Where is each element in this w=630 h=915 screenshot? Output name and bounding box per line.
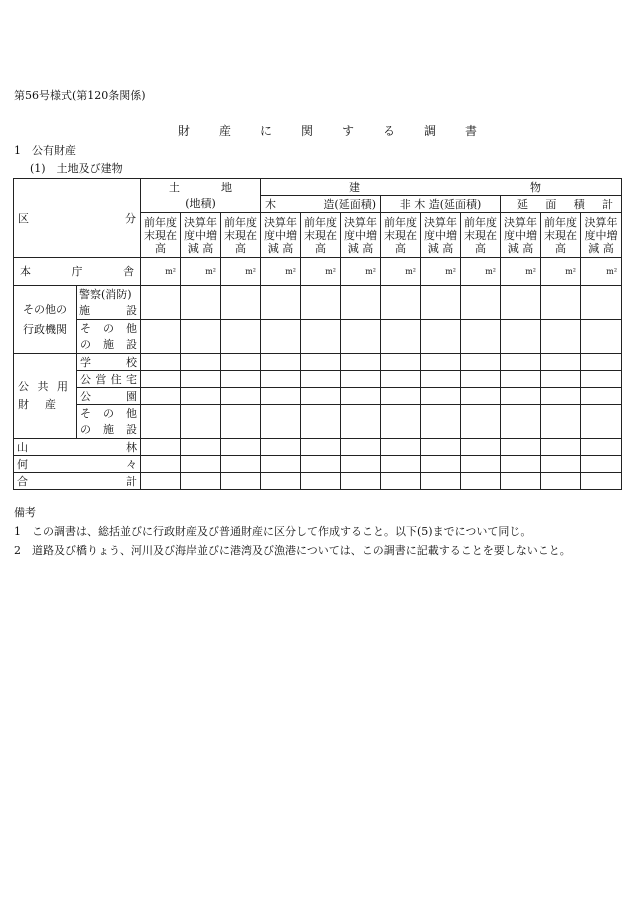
row-group-public-use <box>14 354 77 439</box>
nanni-char-1: 何 <box>17 457 28 471</box>
notes-section <box>14 503 571 560</box>
housing-char-1: 公 <box>80 372 91 386</box>
total-char-2: 計 <box>126 474 137 488</box>
col-land-prev2-l3: 高 <box>235 241 246 255</box>
land-char-2: 地 <box>221 180 233 194</box>
pub-other-a-2: の <box>103 406 114 420</box>
col-land-change-l2: 度中増 <box>184 228 217 242</box>
housing-char-4: 宅 <box>125 372 137 386</box>
header-ku: 区 <box>18 211 29 225</box>
col-wood-change-2 <box>341 213 381 258</box>
col-nonwood-prev <box>381 213 421 258</box>
table-row <box>14 388 622 405</box>
col-wood-change2-l1: 決算年 <box>344 215 378 229</box>
row-label-park <box>77 388 141 405</box>
col-total-change2-l2: 度中増 <box>584 228 618 242</box>
table-row <box>14 354 622 371</box>
honcho-char-2: 庁 <box>71 265 83 278</box>
notes-heading: 備考 <box>14 506 36 519</box>
other-fac-b-3: 設 <box>126 337 137 351</box>
row-label-nanni <box>14 456 141 473</box>
unit-cell: m² <box>421 258 461 286</box>
table-row <box>14 439 622 456</box>
table-row <box>14 258 622 286</box>
col-total-change-l1: 決算年 <box>504 215 538 229</box>
other-fac-a-1: そ <box>80 321 91 335</box>
row-group-other-admin <box>14 286 77 354</box>
col-nonwood-prev2-l2: 末現在 <box>464 228 498 242</box>
nonwooden-area: (延面積) <box>439 197 482 211</box>
col-wood-prev <box>301 213 341 258</box>
col-wood-change-l3: 減 高 <box>267 241 294 255</box>
total-area-char-4: 計 <box>602 197 614 211</box>
public-use-a-1: 公 <box>18 380 29 393</box>
pub-other-b-2: 施 <box>103 422 114 436</box>
pub-other-a-1: そ <box>80 406 91 420</box>
col-wood-prev-l1: 前年度 <box>304 215 338 229</box>
col-total-change <box>501 213 541 258</box>
honcho-char-3: 舎 <box>123 265 134 278</box>
col-land-prev2-l1: 前年度 <box>224 215 257 229</box>
unit-cell: m² <box>381 258 421 286</box>
land-header <box>141 179 261 196</box>
note-1: 1 この調書は、総括並びに行政財産及び普通財産に区分して作成すること。以下(5)までについて同じ。 <box>14 525 532 538</box>
row-label-other-facility <box>77 320 141 354</box>
row-label-public-housing <box>77 371 141 388</box>
building-char-1: 建 <box>349 180 361 194</box>
col-nonwood-change <box>421 213 461 258</box>
unit-cell: m² <box>461 258 501 286</box>
col-total-change-2 <box>581 213 622 258</box>
header-bun: 分 <box>125 211 136 225</box>
unit-cell: m² <box>541 258 581 286</box>
total-area-header <box>501 196 622 213</box>
col-total-change-l2: 度中増 <box>504 228 538 242</box>
housing-char-2: 営 <box>95 372 107 386</box>
col-nonwood-prev-l3: 高 <box>395 241 407 255</box>
col-total-prev-l2: 末現在 <box>544 228 578 242</box>
police-label: 警察(消防) <box>79 287 132 301</box>
school-char-2: 校 <box>126 355 137 369</box>
pub-other-b-3: 設 <box>126 422 137 436</box>
wooden-area: 造(延面積) <box>323 197 377 211</box>
forest-char-2: 林 <box>126 440 137 454</box>
unit-cell: m² <box>501 258 541 286</box>
table-row <box>14 371 622 388</box>
unit-cell: m² <box>341 258 381 286</box>
building-char-2: 物 <box>530 180 542 194</box>
col-total-change2-l3: 減 高 <box>588 241 614 255</box>
document-title: 財産に関する調書 <box>178 124 507 138</box>
row-label-police <box>77 286 141 320</box>
total-area-char-3: 積 <box>573 197 585 211</box>
col-land-prev-l1: 前年度 <box>144 215 177 229</box>
section-heading: 1 公有財産 <box>14 144 76 157</box>
col-land-prev-2 <box>221 213 261 258</box>
col-nonwood-prev2-l3: 高 <box>475 241 487 255</box>
col-wood-change-l1: 決算年 <box>264 215 298 229</box>
table-row <box>14 320 622 354</box>
other-fac-b-1: の <box>80 337 91 351</box>
park-char-2: 園 <box>126 389 137 403</box>
col-land-change-l3: 減 高 <box>187 241 214 255</box>
col-land-prev2-l2: 末現在 <box>224 228 257 242</box>
pub-other-a-3: 他 <box>126 406 137 420</box>
property-table <box>13 178 622 490</box>
table-row <box>14 405 622 439</box>
col-land-prev-l2: 末現在 <box>144 228 177 242</box>
total-area-char-1: 延 <box>517 197 529 211</box>
unit-cell: m² <box>141 258 181 286</box>
building-header <box>261 179 622 196</box>
col-land-change <box>181 213 221 258</box>
row-label-school <box>77 354 141 371</box>
table-row <box>14 286 622 320</box>
col-wood-change <box>261 213 301 258</box>
col-wood-change-l2: 度中増 <box>264 228 298 242</box>
col-nonwood-prev2-l1: 前年度 <box>464 215 498 229</box>
unit-cell: m² <box>181 258 221 286</box>
pub-other-b-1: の <box>80 422 91 436</box>
col-land-change-l1: 決算年 <box>184 215 217 229</box>
nanni-char-2: 々 <box>126 457 137 471</box>
col-nonwood-change-l2: 度中増 <box>424 228 458 242</box>
park-char-1: 公 <box>80 389 91 403</box>
col-total-prev-l3: 高 <box>555 241 567 255</box>
school-char-1: 学 <box>80 355 91 369</box>
col-wood-change2-l2: 度中増 <box>344 228 378 242</box>
col-wood-change2-l3: 減 高 <box>347 241 374 255</box>
police-char-2: 設 <box>126 303 137 317</box>
col-wood-prev-l3: 高 <box>315 241 327 255</box>
nonwooden-header <box>381 196 501 213</box>
row-label-total <box>14 473 141 490</box>
total-char-1: 合 <box>17 474 28 488</box>
unit-cell: m² <box>301 258 341 286</box>
col-total-prev <box>541 213 581 258</box>
other-fac-a-2: の <box>103 321 114 335</box>
col-total-change2-l1: 決算年 <box>584 215 618 229</box>
col-wood-prev-l2: 末現在 <box>304 228 338 242</box>
land-char-1: 土 <box>169 180 180 194</box>
unit-cell: m² <box>581 258 622 286</box>
row-label-honcho <box>14 258 141 286</box>
col-land-prev-l3: 高 <box>155 241 166 255</box>
nonwooden-char: 非 木 造 <box>399 197 440 211</box>
note-2: 2 道路及び橋りょう、河川及び海岸並びに港湾及び漁港については、この調書に記載することを要しないこと。 <box>14 544 571 557</box>
col-total-prev-l1: 前年度 <box>544 215 578 229</box>
wooden-header <box>261 196 381 213</box>
public-use-a-2: 共 <box>37 380 49 393</box>
public-use-a-3: 用 <box>57 380 68 393</box>
row-label-public-other-facility <box>77 405 141 439</box>
public-use-b-1: 財 <box>18 398 29 411</box>
table-row <box>14 473 622 490</box>
col-land-prev <box>141 213 181 258</box>
col-total-change-l3: 減 高 <box>507 241 534 255</box>
total-area-char-2: 面 <box>545 197 557 211</box>
other-admin-label: その他の行政機関 <box>23 302 67 336</box>
table-row <box>14 456 622 473</box>
forest-char-1: 山 <box>17 440 28 454</box>
land-area-header: (地積) <box>141 196 261 213</box>
unit-cell: m² <box>261 258 301 286</box>
subsection-heading: (1) 土地及び建物 <box>30 162 123 175</box>
col-nonwood-prev-2 <box>461 213 501 258</box>
other-fac-a-3: 他 <box>126 321 137 335</box>
wooden-char: 木 <box>265 197 277 211</box>
col-nonwood-change-l3: 減 高 <box>427 241 454 255</box>
col-nonwood-prev-l1: 前年度 <box>384 215 418 229</box>
other-fac-b-2: 施 <box>103 337 114 351</box>
police-char-1: 施 <box>79 303 90 317</box>
form-number: 第56号様式(第120条関係) <box>14 89 146 102</box>
honcho-char-1: 本 <box>20 265 31 278</box>
housing-char-3: 住 <box>110 372 122 386</box>
row-label-forest <box>14 439 141 456</box>
unit-cell: m² <box>221 258 261 286</box>
category-header <box>14 179 141 258</box>
public-use-b-2: 産 <box>45 398 56 411</box>
col-nonwood-prev-l2: 末現在 <box>384 228 418 242</box>
col-nonwood-change-l1: 決算年 <box>424 215 458 229</box>
